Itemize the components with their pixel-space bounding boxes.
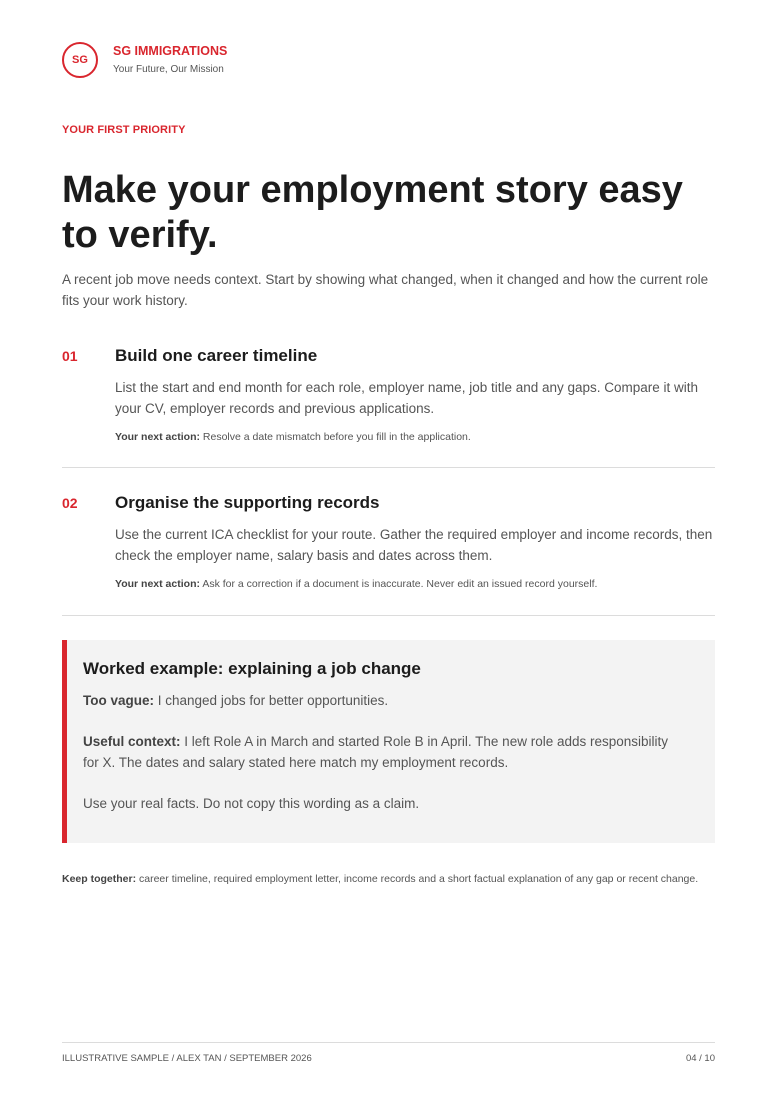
step-next-action — [115, 577, 715, 591]
useful-context-text: I left Role A in March and started Role B in April. The new role adds responsibility for X. The dates and salary stated here match my employment records. — [83, 734, 669, 770]
step-text: Use the current ICA checklist for your route. Gather the required employer and income records, then check the employer name, salary basis and dates across them. — [115, 527, 713, 563]
step-title: Organise the supporting records — [115, 493, 380, 512]
step-text: List the start and end month for each role, employer name, job title and any gaps. Compare it with your CV, employer records and previous applications. — [115, 380, 699, 416]
keep-together-note — [62, 871, 722, 888]
step-item — [62, 491, 715, 616]
next-action-label: Your next action: — [115, 431, 200, 443]
page-number: 04 / 10 — [685, 1053, 715, 1064]
logo-text: SG — [72, 54, 88, 66]
brand-block — [113, 44, 227, 76]
step-title: Build one career timeline — [115, 346, 318, 365]
page-title: Make your employment story easy to verify. — [62, 169, 683, 256]
header — [62, 42, 227, 78]
brand-tagline: Your Future, Our Mission — [113, 64, 224, 75]
example-too-vague — [83, 690, 683, 711]
too-vague-text: I changed jobs for better opportunities. — [154, 693, 389, 708]
intro-paragraph: A recent job move needs context. Start by showing what changed, when it changed and how the current role fits your work history. — [62, 272, 709, 308]
keep-together-label: Keep together: — [62, 873, 137, 885]
section-eyebrow: YOUR FIRST PRIORITY — [62, 124, 186, 136]
page-footer — [62, 1042, 715, 1064]
example-note: Use your real facts. Do not copy this wording as a claim. — [83, 796, 420, 811]
step-body — [115, 344, 715, 444]
step-item — [62, 344, 715, 468]
brand-logo — [62, 42, 98, 78]
too-vague-label: Too vague: — [83, 693, 155, 708]
footer-label: ILLUSTRATIVE SAMPLE / ALEX TAN / SEPTEMBER 2026 — [62, 1053, 312, 1064]
step-number: 01 — [62, 348, 78, 364]
worked-example-panel — [62, 640, 715, 843]
step-number: 02 — [62, 495, 78, 511]
next-action-text: Ask for a correction if a document is inaccurate. Never edit an issued record yourself. — [199, 578, 598, 590]
brand-name: SG IMMIGRATIONS — [113, 44, 228, 58]
next-action-text: Resolve a date mismatch before you fill in the application. — [199, 431, 471, 443]
example-title: Worked example: explaining a job change — [83, 659, 421, 678]
useful-context-label: Useful context: — [83, 734, 181, 749]
step-body — [115, 491, 715, 591]
keep-together-text: career timeline, required employment letter, income records and a short factual explanation of any gap or recent change. — [136, 873, 699, 885]
next-action-label: Your next action: — [115, 578, 200, 590]
example-useful-context — [83, 731, 683, 773]
step-next-action — [115, 430, 715, 444]
